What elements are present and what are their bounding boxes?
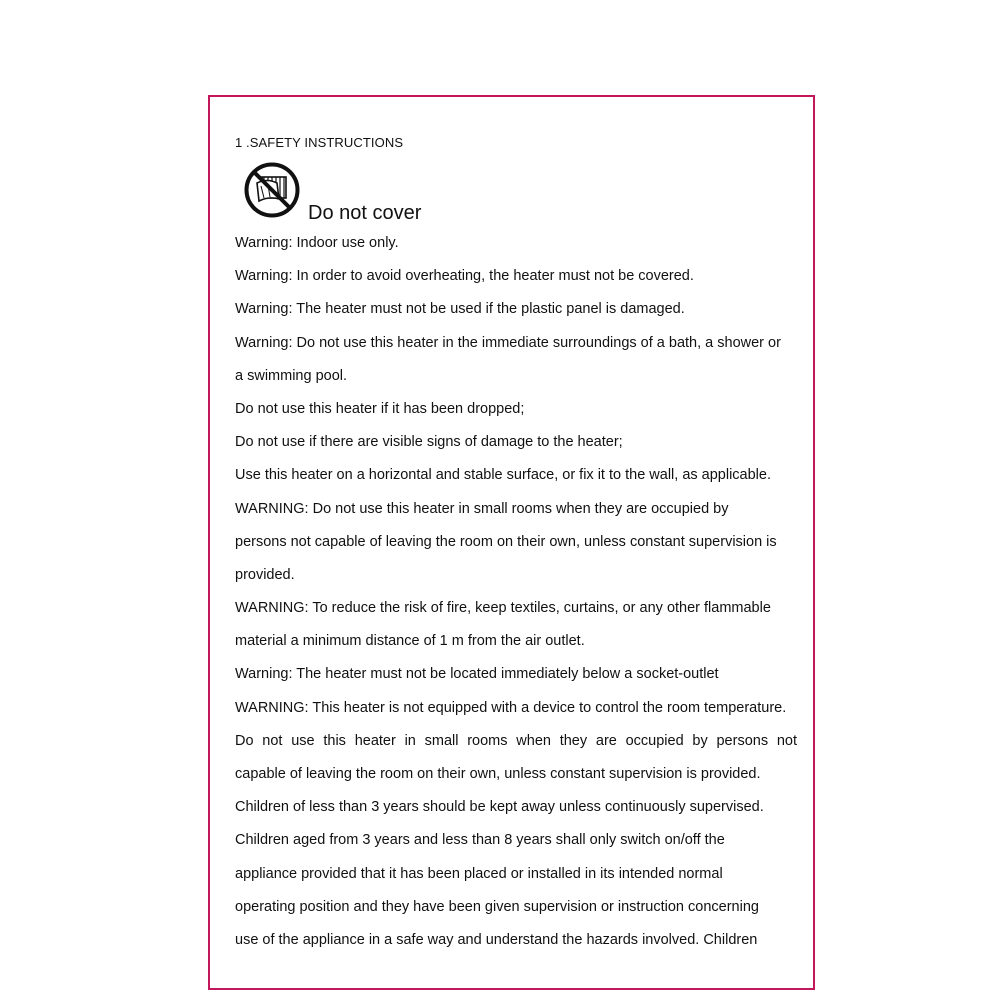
instruction-line: capable of leaving the room on their own, unless constant supervision is provided. <box>235 766 761 782</box>
instruction-line: Do not use if there are visible signs of damage to the heater; <box>235 434 623 451</box>
instruction-line: WARNING: To reduce the risk of fire, keep textiles, curtains, or any other flammable <box>235 600 771 617</box>
symbol-caption: Do not cover <box>308 202 422 224</box>
instruction-line: provided. <box>235 566 295 583</box>
instruction-line: Children aged from 3 years and less than 8 years shall only switch on/off the <box>235 832 725 849</box>
instruction-line: use of the appliance in a safe way and understand the hazards involved. Children <box>235 931 758 948</box>
instruction-line: Do not use this heater if it has been dropped; <box>235 400 525 417</box>
instruction-line: Warning: The heater must not be located immediately below a socket-outlet <box>235 666 719 683</box>
instruction-line: a swimming pool. <box>235 367 348 384</box>
instruction-line: Warning: In order to avoid overheating, the heater must not be covered. <box>235 268 694 285</box>
instruction-line: persons not capable of leaving the room on their own, unless constant supervision is <box>235 533 777 550</box>
document-page <box>208 95 815 990</box>
instruction-line: Warning: The heater must not be used if the plastic panel is damaged. <box>235 301 685 318</box>
instruction-line: Warning: Do not use this heater in the immediate surroundings of a bath, a shower or <box>235 334 781 351</box>
instruction-line: Children of less than 3 years should be kept away unless continuously supervised. <box>235 799 764 816</box>
section-title: 1 .SAFETY INSTRUCTIONS <box>235 135 404 150</box>
instruction-line: Use this heater on a horizontal and stable surface, or fix it to the wall, as applicable. <box>235 467 771 484</box>
instruction-line: operating position and they have been given supervision or instruction concerning <box>235 898 759 915</box>
do-not-cover-icon <box>243 161 301 219</box>
instruction-line: WARNING: Do not use this heater in small rooms when they are occupied by <box>235 500 729 517</box>
instruction-lines <box>235 227 805 957</box>
instruction-line: Do not use this heater in small rooms when they are occupied by persons not <box>235 732 797 749</box>
instruction-line: WARNING: This heater is not equipped with a device to control the room temperature. <box>235 699 787 716</box>
instruction-line: material a minimum distance of 1 m from the air outlet. <box>235 633 585 650</box>
instruction-line: appliance provided that it has been placed or installed in its intended normal <box>235 865 723 882</box>
instruction-line: Warning: Indoor use only. <box>235 235 399 251</box>
